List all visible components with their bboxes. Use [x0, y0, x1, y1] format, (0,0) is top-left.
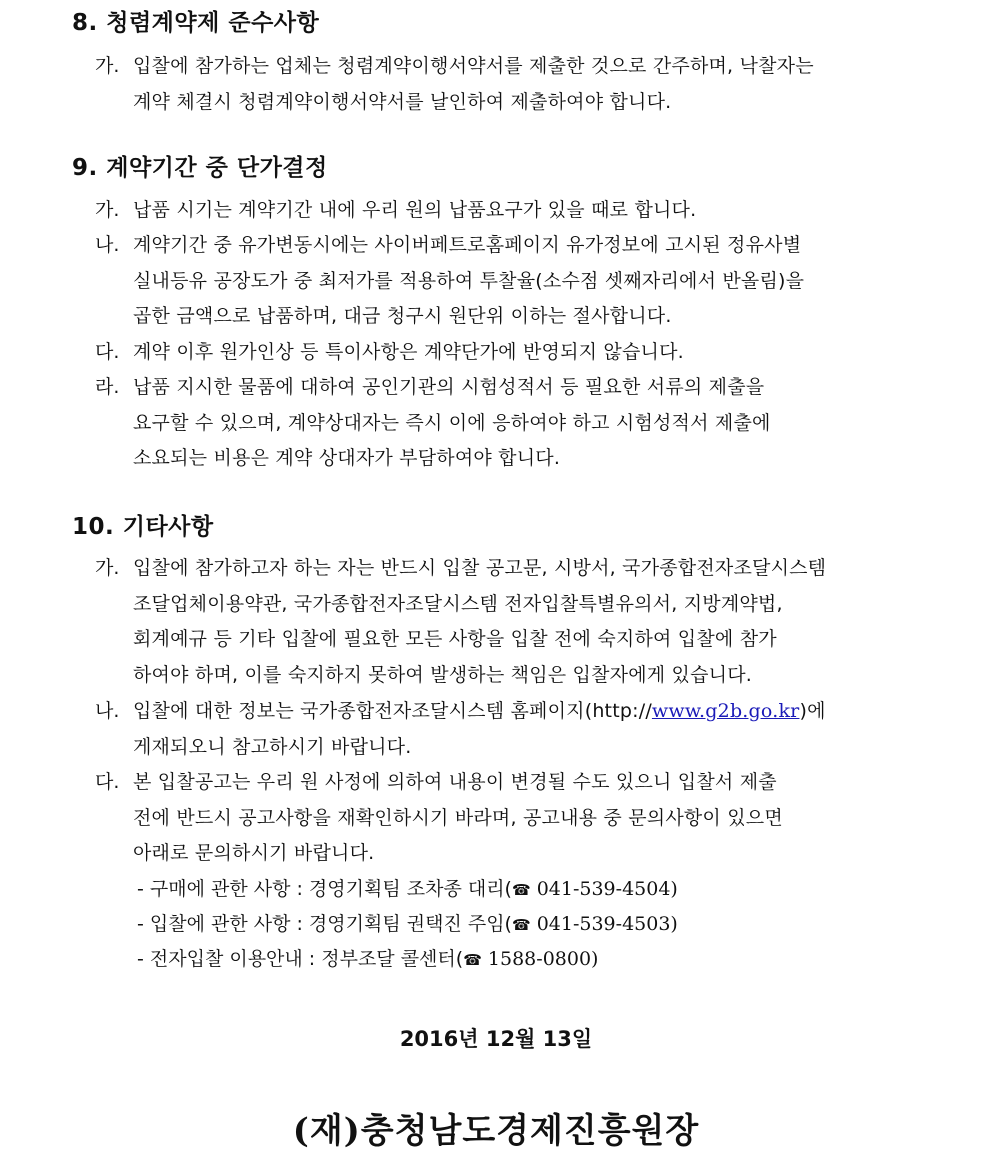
- sec9-item-da: [95, 335, 925, 371]
- item-text: [133, 694, 925, 765]
- g2b-link[interactable]: www.g2b.go.kr: [651, 700, 800, 722]
- sec9-item-ra: [95, 370, 925, 477]
- text-line: 본 입찰공고는 우리 원 사정에 의하여 내용이 변경될 수도 있으니 입찰서 제출: [133, 771, 777, 793]
- contact-label: - 입찰에 관한 사항 : 경영기획팀 권택진 주임(: [137, 913, 512, 935]
- contact-bidding: [137, 907, 678, 944]
- item-text: [133, 228, 925, 335]
- text-line: 입찰에 참가하는 업체는 청렴계약이행서약서를 제출한 것으로 간주하며, 낙찰자는: [133, 55, 814, 77]
- phone-number: 1588-0800): [481, 948, 599, 970]
- text-segment: )에: [799, 700, 826, 722]
- item-marker: 다.: [95, 771, 120, 793]
- item-marker: 가.: [95, 199, 120, 221]
- text-line: 계약 체결시 청렴계약이행서약서를 날인하여 제출하여야 합니다.: [133, 90, 672, 113]
- phone-icon: ☎: [463, 951, 482, 969]
- text-line: 조달업체이용약관, 국가종합전자조달시스템 전자입찰특별유의서, 지방계약법,: [133, 592, 783, 615]
- item-marker: 나.: [95, 700, 120, 722]
- text-line: 하여야 하며, 이를 숙지하지 못하여 발생하는 책임은 입찰자에게 있습니다.: [133, 663, 753, 686]
- section-9-title: 9. 계약기간 중 단가결정: [72, 155, 328, 181]
- text-line: 곱한 금액으로 납품하며, 대금 청구시 원단위 이하는 절사합니다.: [133, 305, 672, 327]
- sec9-item-na: [95, 228, 925, 335]
- text-line: 소요되는 비용은 계약 상대자가 부담하여야 합니다.: [133, 447, 561, 469]
- item-marker: 라.: [95, 376, 120, 398]
- text-line: 납품 지시한 물품에 대하여 공인기관의 시험성적서 등 필요한 서류의 제출을: [133, 376, 765, 398]
- item-text: [133, 335, 925, 371]
- item-marker: 다.: [95, 341, 120, 363]
- text-line: 계약 이후 원가인상 등 특이사항은 계약단가에 반영되지 않습니다.: [133, 341, 684, 363]
- text-line: 아래로 문의하시기 바랍니다.: [133, 842, 375, 864]
- organization-name: (재)충청남도경제진흥원장: [292, 1111, 700, 1151]
- phone-icon: ☎: [511, 916, 531, 934]
- item-text: [133, 765, 925, 872]
- text-line: 요구할 수 있으며, 계약상대자는 즉시 이에 응하여야 하고 시험성적서 제출에: [133, 411, 771, 434]
- text-line: 계약기간 중 유가변동시에는 사이버페트로홈페이지 유가정보에 고시된 정유사별: [133, 234, 802, 256]
- item-marker: 가.: [95, 557, 120, 579]
- text-line: 회계예규 등 기타 입찰에 필요한 모든 사항을 입찰 전에 숙지하여 입찰에 참가: [133, 628, 777, 650]
- contact-label: - 전자입찰 이용안내 : 정부조달 콜센터(: [137, 948, 464, 970]
- item-text: [133, 49, 925, 120]
- phone-icon: ☎: [511, 881, 531, 899]
- contact-purchase: [137, 872, 678, 909]
- item-text: [133, 370, 925, 477]
- item-marker: 나.: [95, 234, 120, 256]
- item-marker: 가.: [95, 55, 120, 77]
- section-10-title: 10. 기타사항: [72, 514, 214, 540]
- text-line: 전에 반드시 공고사항을 재확인하시기 바라며, 공고내용 중 문의사항이 있으면: [133, 806, 783, 829]
- item-text: [133, 551, 925, 693]
- text-line: 입찰에 참가하고자 하는 자는 반드시 입찰 공고문, 시방서, 국가종합전자조달시스템: [133, 557, 827, 579]
- text-line: [133, 694, 925, 730]
- contact-label: - 구매에 관한 사항 : 경영기획팀 조차종 대리(: [137, 878, 512, 900]
- sec10-item-da: [95, 765, 925, 872]
- item-text: [133, 193, 925, 229]
- sec10-item-na: [95, 694, 925, 765]
- contact-e-bidding: [137, 942, 598, 979]
- sec8-item-ga: [95, 49, 925, 120]
- phone-number: 041-539-4503): [530, 913, 678, 935]
- text-line: 게재되오니 참고하시기 바랍니다.: [133, 735, 412, 758]
- text-segment: 입찰에 대한 정보는 국가종합전자조달시스템 홈페이지(http://: [133, 700, 652, 722]
- phone-number: 041-539-4504): [530, 878, 678, 900]
- sec10-item-ga: [95, 551, 925, 693]
- notice-date: 2016년 12월 13일: [399, 1027, 593, 1051]
- sec9-item-ga: [95, 193, 925, 229]
- text-line: 납품 시기는 계약기간 내에 우리 원의 납품요구가 있을 때로 합니다.: [133, 199, 697, 221]
- text-line: 실내등유 공장도가 중 최저가를 적용하여 투찰율(소수점 셋째자리에서 반올림)을: [133, 269, 805, 292]
- section-8-title: 8. 청렴계약제 준수사항: [72, 10, 320, 36]
